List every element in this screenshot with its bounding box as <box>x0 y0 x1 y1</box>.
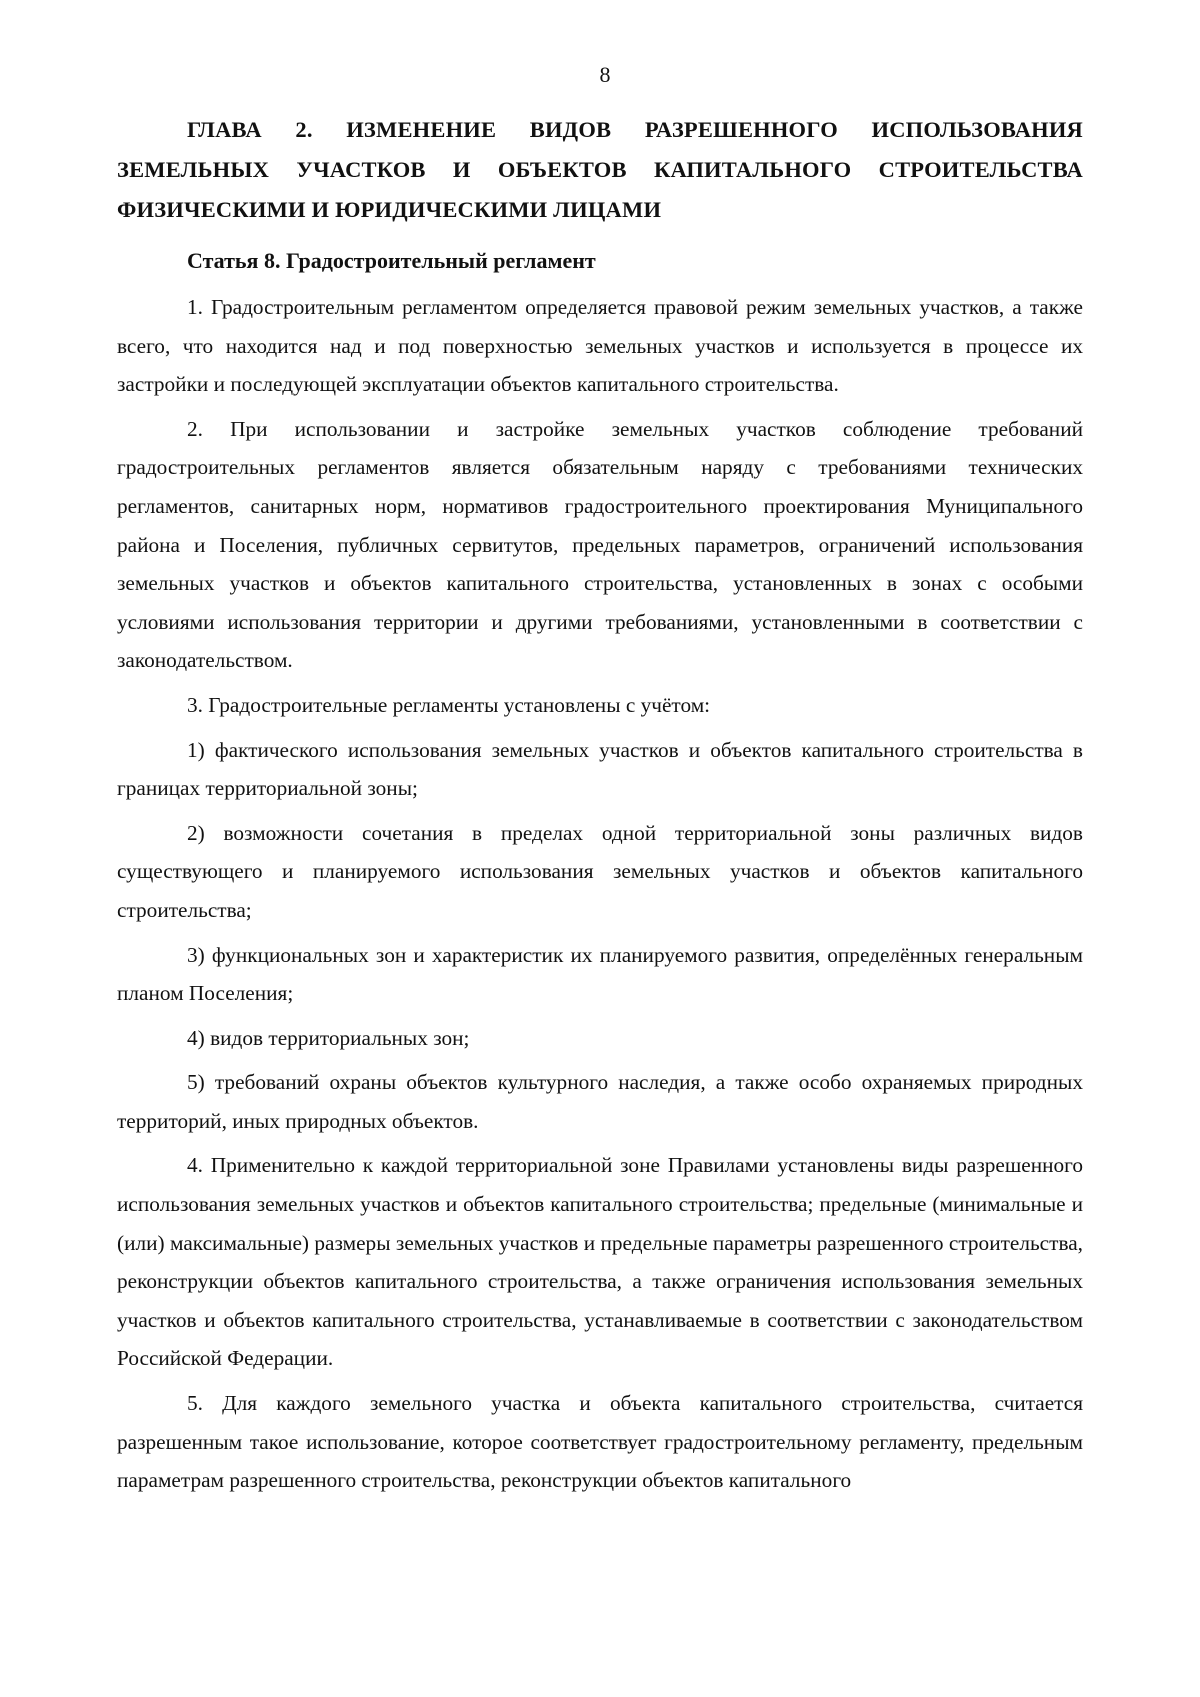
list-item-1: 1) фактического использования земельных участков и объектов капитального строительства в границах территориальной зоны; <box>117 737 1083 801</box>
list-item-5: 5) требований охраны объектов культурного наследия, а также особо охраняемых природных территорий, иных природных объектов. <box>117 1070 1083 1133</box>
paragraph-5: 5. Для каждого земельного участка и объекта капитального строительства, считается разрешенным такое использование, которое соответствует градостроительному регламенту, предельным параметрам разрешенного строительства, реконструкции объектов капитального <box>117 1391 1083 1493</box>
paragraph-4: 4. Применительно к каждой территориальной зоне Правилами установлены виды разрешенного использования земельных участков и объектов капитального строительства; предельные (минимальные и (или) максимальные) размеры земельных участков и предельные параметры разрешенного строительства, реконструкции объектов капитального строительства, а также ограничения использования земельных участков и объектов капитального строительства, устанавливаемые в соответствии с законодательством Российской Федерации. <box>117 1153 1083 1371</box>
list-item-4: 4) видов территориальных зон; <box>187 1025 470 1050</box>
list-item-2: 2) возможности сочетания в пределах одной территориальной зоны различных видов существующего и планируемого использования земельных участков и объектов капитального строительства; <box>117 820 1083 922</box>
article-title: Статья 8. Градостроительный регламент <box>187 248 596 273</box>
paragraph-2: 2. При использовании и застройке земельных участков соблюдение требований градостроительных регламентов является обязательным наряду с требованиями технических регламентов, санитарных норм, нормативов градостроительного проектирования Муниципального района и Поселения, публичных сервитутов, предельных параметров, ограничений использования земельных участков и объектов капитального строительства, установленных в зонах с особыми условиями использования территории и другими требованиями, установленными в соответствии с законодательством. <box>117 416 1083 673</box>
paragraph-3: 3. Градостроительные регламенты установлены с учётом: <box>187 692 711 717</box>
page-number: 8 <box>599 62 611 87</box>
list-item-3: 3) функциональных зон и характеристик их планируемого развития, определённых генеральным планом Поселения; <box>117 942 1083 1006</box>
document-page <box>117 62 1083 1506</box>
paragraph-1: 1. Градостроительным регламентом определяется правовой режим земельных участков, а также всего, что находится над и под поверхностью земельных участков и используется в процессе их застройки и последующей эксплуатации объектов капитального строительства. <box>117 295 1083 397</box>
chapter-title: ГЛАВА 2. ИЗМЕНЕНИЕ ВИДОВ РАЗРЕШЕННОГО ИСПОЛЬЗОВАНИЯ ЗЕМЕЛЬНЫХ УЧАСТКОВ И ОБЪЕКТОВ КАПИТАЛЬНОГО СТРОИТЕЛЬСТВА ФИЗИЧЕСКИМИ И ЮРИДИЧЕСКИМИ ЛИЦАМИ <box>117 117 1083 222</box>
article-body <box>117 288 1083 1500</box>
